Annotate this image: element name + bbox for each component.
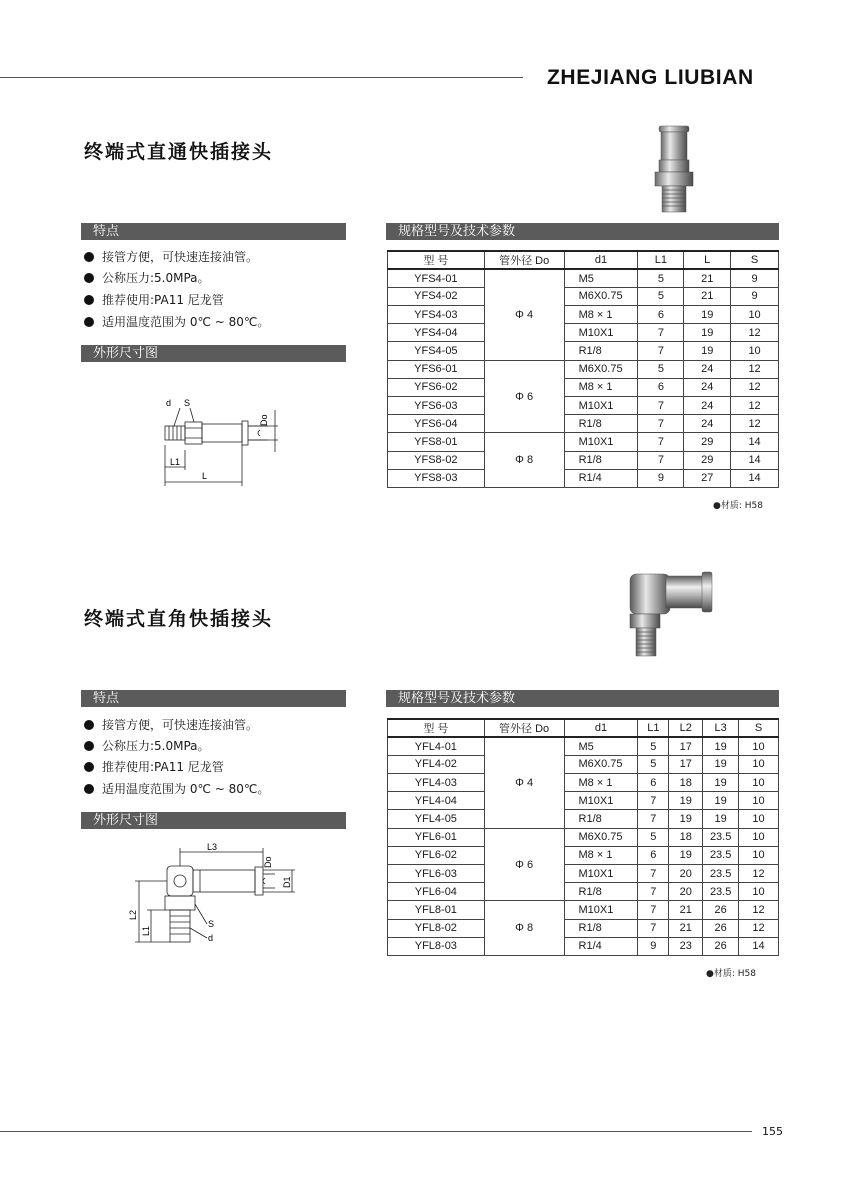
table-header-row <box>388 251 779 269</box>
material-note: ●材质: H58 <box>706 969 756 979</box>
features-bar: 特点 <box>81 223 346 240</box>
feature-item: 接管方便，可快速连接油管。 <box>84 250 258 264</box>
dim-label-l1: L1 <box>141 925 151 936</box>
table-row: YFS6-04 R1/8 7 24 12 <box>388 415 779 433</box>
brand-name: ZHEJIANG LIUBIAN <box>547 66 754 89</box>
product-title-elbow: 终端式直角快插接头 <box>84 608 274 630</box>
elbow-fitting-photo <box>616 566 716 660</box>
spec-table-straight <box>387 250 779 488</box>
bullet-icon <box>84 762 94 772</box>
spec-bar: 规格型号及技术参数 <box>386 223 779 240</box>
table-row: YFL6-01 Φ 6 M6X0.75 5 18 23.5 10 <box>388 828 779 846</box>
material-note: ●材质: H58 <box>713 501 763 511</box>
drawing-bar: 外形尺寸图 <box>81 812 346 829</box>
do-cell: Φ 6 <box>484 828 564 901</box>
do-cell: Φ 6 <box>484 360 564 433</box>
straight-fitting-drawing <box>150 390 290 490</box>
col-header: 管外径 Do <box>484 251 564 269</box>
bullet-icon <box>84 252 94 262</box>
col-header: L3 <box>703 719 739 737</box>
elbow-fitting-drawing <box>125 840 305 950</box>
table-row: YFS6-03 M10X1 7 24 12 <box>388 397 779 415</box>
table-header-row <box>388 719 779 737</box>
page-number: 155 <box>762 1125 783 1138</box>
table-row: YFS8-03 R1/4 9 27 14 <box>388 469 779 487</box>
col-header: d1 <box>564 719 638 737</box>
bullet-icon <box>84 295 94 305</box>
dim-label-l3: L3 <box>207 842 218 852</box>
bullet-icon <box>84 273 94 283</box>
table-row: YFL6-02 M8 × 1 6 19 23.5 10 <box>388 846 779 864</box>
col-header: L1 <box>638 719 669 737</box>
col-header: 管外径 Do <box>484 719 564 737</box>
bullet-icon <box>84 317 94 327</box>
table-row: YFS4-04 M10X1 7 19 12 <box>388 324 779 342</box>
table-row: YFS6-02 M8 × 1 6 24 12 <box>388 378 779 396</box>
bullet-icon <box>84 720 94 730</box>
col-header: S <box>731 251 779 269</box>
spec-table-elbow <box>387 718 779 956</box>
dim-label-do: Do <box>263 856 273 868</box>
dim-label-l: L <box>202 471 208 481</box>
col-header: L <box>684 251 731 269</box>
col-header: 型 号 <box>388 251 485 269</box>
table-row: YFS4-02 M6X0.75 5 21 9 <box>388 287 779 305</box>
feature-item: 公称压力:5.0MPa。 <box>84 271 210 285</box>
header-rule <box>0 77 523 78</box>
table-row: YFL4-03 M8 × 1 6 18 19 10 <box>388 774 779 792</box>
dim-label-d: d <box>166 398 172 408</box>
do-cell: Φ 4 <box>484 737 564 828</box>
table-row: YFL8-01 Φ 8 M10X1 7 21 26 12 <box>388 901 779 919</box>
table-row: YFL4-05 R1/8 7 19 19 10 <box>388 810 779 828</box>
col-header: S <box>739 719 779 737</box>
feature-item: 接管方便，可快速连接油管。 <box>84 718 258 732</box>
col-header: d1 <box>564 251 638 269</box>
table-row: YFL8-03 R1/4 9 23 26 14 <box>388 937 779 955</box>
table-row: YFL4-01 Φ 4 M5 5 17 19 10 <box>388 737 779 755</box>
dim-label-do: Do <box>259 414 269 426</box>
spec-bar: 规格型号及技术参数 <box>386 690 779 707</box>
table-row: YFL8-02 R1/8 7 21 26 12 <box>388 919 779 937</box>
dim-label-s: S <box>184 398 191 408</box>
dim-label-l1: L1 <box>170 457 181 467</box>
footer-rule <box>0 1131 752 1132</box>
straight-fitting-photo <box>650 124 698 216</box>
table-row: YFL6-03 M10X1 7 20 23.5 12 <box>388 865 779 883</box>
table-row: YFS4-01 Φ 4 M5 5 21 9 <box>388 269 779 287</box>
features-bar: 特点 <box>81 690 346 707</box>
feature-item: 适用温度范围为 0℃ ~ 80℃。 <box>84 782 269 796</box>
dim-label-s: S <box>208 919 215 929</box>
table-row: YFS4-05 R1/8 7 19 10 <box>388 342 779 360</box>
bullet-icon <box>84 784 94 794</box>
dim-label-l2: L2 <box>128 909 138 920</box>
table-row: YFL6-04 R1/8 7 20 23.5 10 <box>388 883 779 901</box>
feature-item: 公称压力:5.0MPa。 <box>84 739 210 753</box>
table-row: YFS4-03 M8 × 1 6 19 10 <box>388 306 779 324</box>
feature-item: 适用温度范围为 0℃ ~ 80℃。 <box>84 315 269 329</box>
col-header: L2 <box>669 719 703 737</box>
feature-item: 推荐使用:PA11 尼龙管 <box>84 760 224 774</box>
feature-item: 推荐使用:PA11 尼龙管 <box>84 293 224 307</box>
table-row: YFL4-04 M10X1 7 19 19 10 <box>388 792 779 810</box>
table-row: YFS8-01 Φ 8 M10X1 7 29 14 <box>388 433 779 451</box>
dim-label-d: d <box>208 933 214 943</box>
do-cell: Φ 8 <box>484 901 564 956</box>
bullet-icon <box>84 741 94 751</box>
col-header: L1 <box>638 251 684 269</box>
dim-label-d1: D1 <box>282 876 292 888</box>
do-cell: Φ 4 <box>484 269 564 360</box>
drawing-bar: 外形尺寸图 <box>81 345 346 362</box>
table-row: YFS6-01 Φ 6 M6X0.75 5 24 12 <box>388 360 779 378</box>
table-row: YFL4-02 M6X0.75 5 17 19 10 <box>388 755 779 773</box>
do-cell: Φ 8 <box>484 433 564 488</box>
product-title-straight: 终端式直通快插接头 <box>84 141 274 163</box>
col-header: 型 号 <box>388 719 485 737</box>
table-row: YFS8-02 R1/8 7 29 14 <box>388 451 779 469</box>
